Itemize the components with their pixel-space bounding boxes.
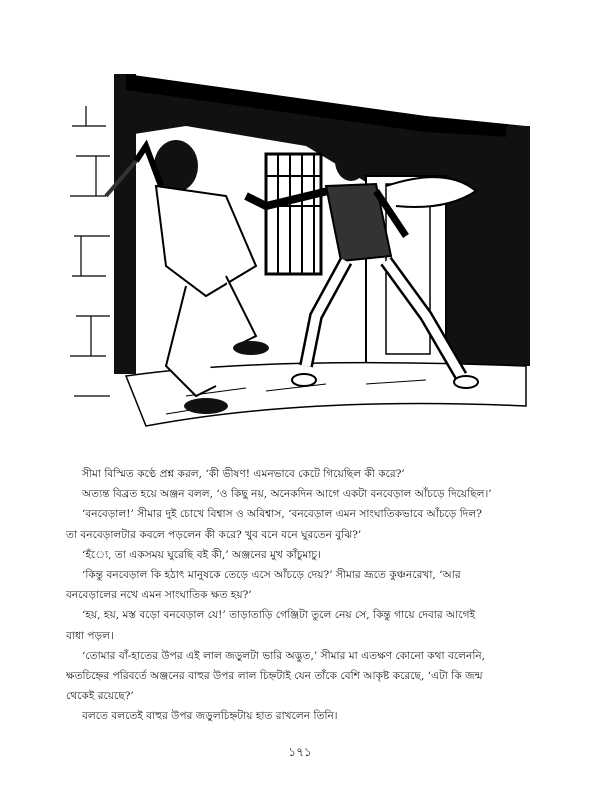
paragraph: ক্ষতচিহ্নের পরিবর্তে অঞ্জনের বাহুর উপর লাল চিহ্নটাই যেন তাঁকে বেশি আকৃষ্ট করেছে, ‘এটা কি জন্ম bbox=[66, 670, 483, 683]
paragraph: তা বনবেড়ালটার কবলে পড়লেন কী করে? খুব বনে বনে ঘুরতেন বুঝি?’ bbox=[66, 528, 362, 541]
body-text bbox=[66, 464, 536, 727]
left-pillar bbox=[114, 74, 136, 374]
paragraph: বনবেড়ালের নখে এমন সাংঘাতিক ক্ষত হয়?’ bbox=[66, 589, 252, 602]
paragraph: ‘হঁ্যে, তা একসময় ঘুরেছি বই কী,’ অঞ্জনের মুখ কাঁচুমাচু। bbox=[82, 548, 321, 561]
paragraph: থেকেই রয়েছে?’ bbox=[66, 690, 134, 703]
paragraph: ‘হয়, হয়, মস্ত বড়ো বনবেড়াল যে!’ তাড়াতাড়ি গেঞ্জিটা তুলে নেয় সে, কিন্তু গায়ে দেবার আগেই bbox=[82, 609, 476, 622]
paragraph: সীমা বিস্মিত কণ্ঠে প্রশ্ন করল, ‘কী ভীষণ! এমনভাবে কেটে গিয়েছিল কী করে?’ bbox=[82, 468, 405, 480]
barred-window bbox=[266, 154, 321, 274]
paragraph: ‘কিন্তু বনবেড়াল কি হঠাৎ মানুষকে তেড়ে এসে আঁচড়ে দেয়?’ সীমার ভ্রূতে কুঞ্চনরেখা, ‘আর bbox=[82, 569, 461, 582]
paragraph: ‘বনবেড়াল!’ সীমার দুই চোখে বিশ্বাস ও অবিশ্বাস, ‘বনবেড়াল এমন সাংঘাতিকভাবে আঁচড়ে দিল? bbox=[82, 508, 482, 521]
illustration bbox=[66, 66, 536, 446]
page-number: ১৭১ bbox=[288, 745, 312, 759]
right-block bbox=[506, 126, 530, 366]
paragraph: বাধা পড়ল। bbox=[66, 629, 114, 642]
paragraph: বলতে বলতেই বাহুর উপর জড়ুলচিহ্নটায় হাত রাখলেন তিনি। bbox=[82, 710, 338, 723]
paragraph: অত্যন্ত বিব্রত হয়ে অঞ্জন বলল, ‘ও কিছু নয়, অনেকদিন আগে একটা বনবেড়াল আঁচড়ে দিয়েছিল।’ bbox=[82, 488, 492, 501]
paragraph: ‘তোমার বাঁ-হাতের উপর এই লাল জড়ুলটা ভারি অদ্ভুত,’ সীমার মা এতক্ষণ কোনো কথা বলেননি, bbox=[82, 649, 486, 662]
